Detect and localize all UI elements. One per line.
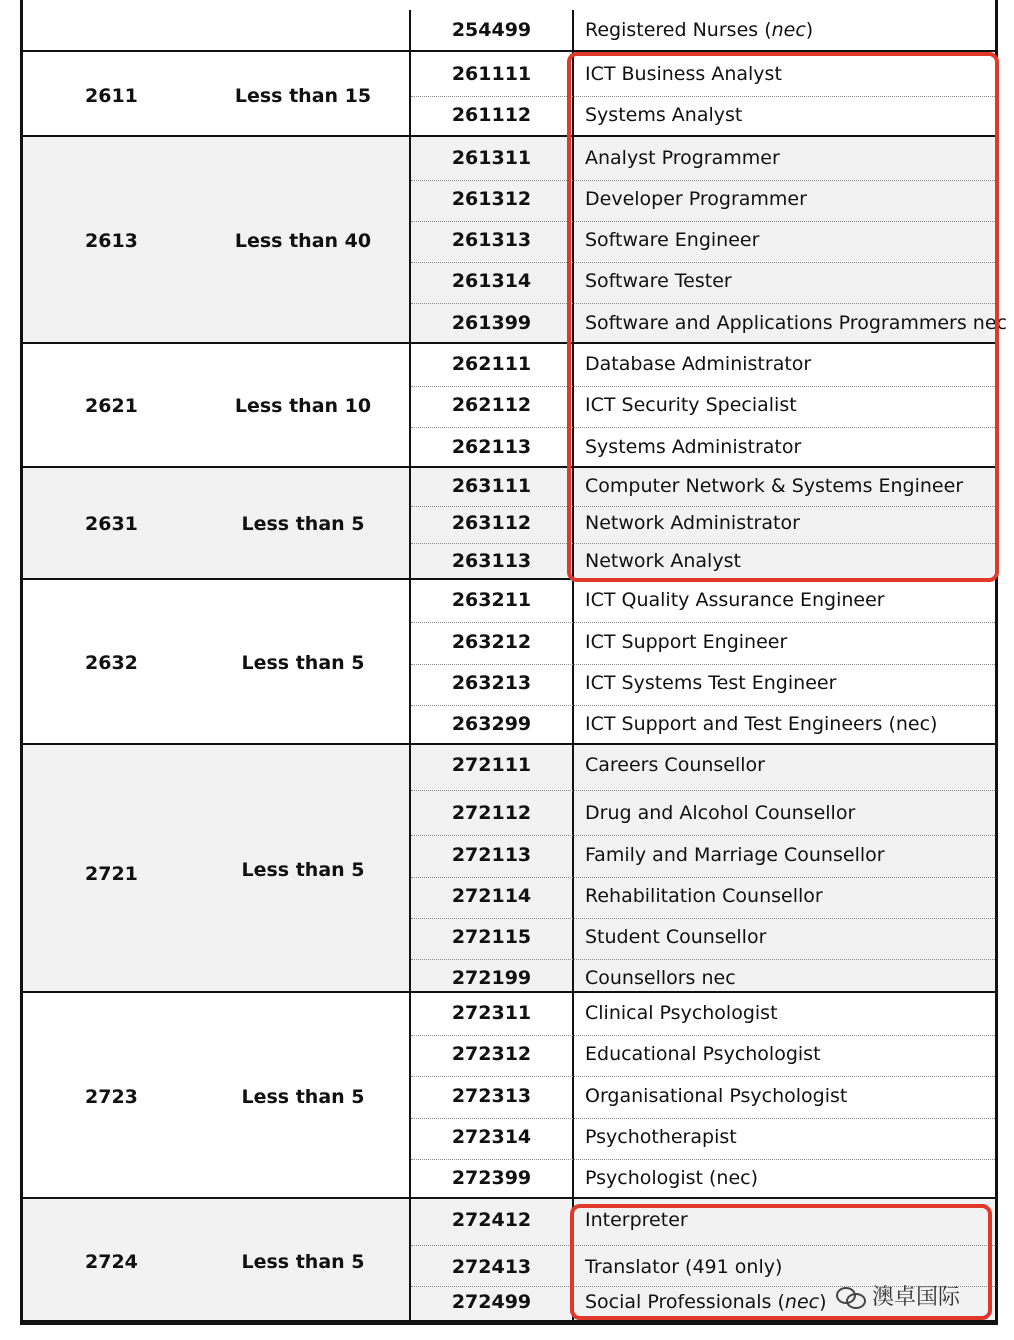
- occupation-text: Translator (491 only): [585, 1256, 783, 1278]
- occupation-text: Software and Applications Programmers nec: [585, 312, 1007, 334]
- occupation-name: [585, 926, 766, 948]
- row-separator: [411, 1076, 995, 1077]
- anzsco-code: 261112: [451, 104, 532, 126]
- occupation-name: [585, 19, 813, 41]
- group-continued: [23, 10, 995, 52]
- occupation-text: Interpreter: [585, 1209, 688, 1231]
- occupation-name: [585, 754, 765, 776]
- anzsco-code: 272412: [451, 1209, 532, 1231]
- occupation-name: [585, 885, 823, 907]
- occupation-text: ICT Security Specialist: [585, 394, 797, 416]
- table-row: [411, 10, 995, 52]
- anzsco-code: 272314: [451, 1126, 532, 1148]
- occupation-text-tail: ): [819, 1291, 827, 1313]
- unit-group-code: 2724: [85, 1251, 138, 1273]
- table-row: [411, 1076, 995, 1118]
- occupation-name: [585, 802, 855, 824]
- occupation-name: [585, 672, 836, 694]
- anzsco-code: 263112: [451, 512, 532, 534]
- watermark: [836, 1280, 960, 1311]
- occupation-text: Computer Network & Systems Engineer: [585, 475, 964, 497]
- occupation-name: [585, 631, 787, 653]
- occupation-text: Organisational Psychologist: [585, 1085, 848, 1107]
- invitation-count: Less than 10: [234, 395, 372, 417]
- table-row: [411, 622, 995, 664]
- occupation-text: ICT Systems Test Engineer: [585, 672, 837, 694]
- occupation-name: [585, 1126, 737, 1148]
- group-2632: [23, 580, 995, 745]
- occupation-text: Network Analyst: [585, 550, 741, 572]
- anzsco-code: 272111: [451, 754, 532, 776]
- occupation-name: [585, 589, 885, 611]
- occupation-name: [585, 1085, 847, 1107]
- occupation-text: Careers Counsellor: [585, 754, 765, 776]
- table-row: [411, 664, 995, 705]
- occupation-text: Registered Nurses (: [585, 19, 772, 41]
- occupation-text: Systems Analyst: [585, 104, 743, 126]
- watermark-text: 澳卓国际: [872, 1285, 961, 1310]
- unit-group-code: 2631: [85, 513, 138, 535]
- row-separator: [411, 705, 995, 706]
- anzsco-code: 272312: [451, 1043, 532, 1065]
- occupation-name: [585, 967, 736, 989]
- table-row: [411, 959, 995, 993]
- group-2723: [23, 993, 995, 1199]
- occupation-text: Software Engineer: [585, 229, 760, 251]
- table-row: [411, 745, 995, 790]
- anzsco-code: 262111: [451, 353, 532, 375]
- occupation-text: Systems Administrator: [585, 436, 802, 458]
- anzsco-code: 272413: [451, 1256, 532, 1278]
- table-row: [411, 918, 995, 959]
- anzsco-code: 272499: [451, 1291, 532, 1313]
- occupation-text: Social Professionals (: [585, 1291, 785, 1313]
- anzsco-code: 272114: [451, 885, 532, 907]
- anzsco-code: 272199: [451, 967, 532, 989]
- anzsco-code: 272115: [451, 926, 532, 948]
- table-row: [411, 1035, 995, 1076]
- anzsco-code: 263113: [451, 550, 532, 572]
- invitation-count: Less than 40: [234, 230, 372, 252]
- row-separator: [411, 877, 995, 878]
- occupation-text: ICT Support Engineer: [585, 631, 788, 653]
- anzsco-code: 261312: [451, 188, 532, 210]
- anzsco-code: 263111: [451, 475, 532, 497]
- invitation-count: Less than 15: [234, 85, 372, 107]
- occupation-text: Analyst Programmer: [585, 147, 780, 169]
- occupation-name: [585, 1002, 778, 1024]
- unit-group-code: 2621: [85, 395, 138, 417]
- unit-group-code: 2613: [85, 230, 138, 252]
- table-row: [411, 877, 995, 918]
- table-row: [411, 580, 995, 622]
- anzsco-code: 263212: [451, 631, 532, 653]
- occupation-name: [585, 713, 937, 735]
- table-row: [411, 790, 995, 835]
- row-separator: [411, 622, 995, 623]
- anzsco-code: 261311: [451, 147, 532, 169]
- anzsco-code: 262112: [451, 394, 532, 416]
- row-separator: [411, 835, 995, 836]
- occupation-text: Family and Marriage Counsellor: [585, 844, 885, 866]
- invitation-count: Less than 5: [241, 1251, 365, 1273]
- occupation-text: Clinical Psychologist: [585, 1002, 778, 1024]
- unit-group-code: 2723: [85, 1086, 138, 1108]
- occupation-qualifier: nec: [771, 19, 806, 41]
- highlight-box-ict: [567, 52, 999, 582]
- occupation-name: [585, 1043, 821, 1065]
- occupation-text: Psychotherapist: [585, 1126, 737, 1148]
- anzsco-code: 272311: [451, 1002, 532, 1024]
- row-separator: [411, 790, 995, 791]
- occupation-text-tail: ): [805, 19, 814, 41]
- anzsco-code: 262113: [451, 436, 532, 458]
- occupation-text: Rehabilitation Counsellor: [585, 885, 823, 907]
- table-row: [411, 1159, 995, 1199]
- occupation-text: Developer Programmer: [585, 188, 807, 210]
- occupation-name: [585, 844, 885, 866]
- unit-group-code: 2611: [85, 85, 138, 107]
- invitation-count: Less than 5: [241, 513, 365, 535]
- occupation-text: Database Administrator: [585, 353, 812, 375]
- occupation-text: ICT Support and Test Engineers (nec): [585, 713, 938, 735]
- anzsco-code: 263211: [451, 589, 532, 611]
- row-separator: [411, 1035, 995, 1036]
- invitation-count: Less than 5: [241, 1086, 365, 1108]
- anzsco-code: 263299: [451, 713, 532, 735]
- wechat-icon: [836, 1285, 866, 1307]
- row-separator: [411, 918, 995, 919]
- row-separator: [411, 664, 995, 665]
- unit-group-code: 2632: [85, 652, 138, 674]
- anzsco-code: 272113: [451, 844, 532, 866]
- table-row: [411, 835, 995, 877]
- invitation-count: Less than 5: [241, 859, 365, 881]
- occupation-text: ICT Quality Assurance Engineer: [585, 589, 885, 611]
- row-separator: [411, 1159, 995, 1160]
- anzsco-code: 272112: [451, 802, 532, 824]
- anzsco-code: 263213: [451, 672, 532, 694]
- invitation-count: Less than 5: [241, 652, 365, 674]
- occupation-text: ICT Business Analyst: [585, 63, 782, 85]
- occupation-text: Counsellors nec: [585, 967, 736, 989]
- row-separator: [411, 1118, 995, 1119]
- unit-group-code: 2721: [85, 863, 138, 885]
- anzsco-code: 261399: [451, 312, 532, 334]
- row-separator: [411, 959, 995, 960]
- anzsco-code: 272399: [451, 1167, 532, 1189]
- table-row: [411, 705, 995, 745]
- anzsco-code: 261111: [451, 63, 532, 85]
- occupation-text: Software Tester: [585, 270, 732, 292]
- occupation-qualifier: nec: [784, 1291, 820, 1313]
- anzsco-code: 261313: [451, 229, 532, 251]
- occupation-name: [585, 1167, 758, 1189]
- table-row: [411, 1118, 995, 1159]
- anzsco-code: 254499: [451, 19, 532, 41]
- occupation-text: Network Administrator: [585, 512, 800, 534]
- occupation-text: Educational Psychologist: [585, 1043, 821, 1065]
- anzsco-code: 272313: [451, 1085, 532, 1107]
- anzsco-code: 261314: [451, 270, 532, 292]
- occupation-text: Drug and Alcohol Counsellor: [585, 802, 856, 824]
- occupation-text: Psychologist (nec): [585, 1167, 759, 1189]
- table-row: [411, 993, 995, 1035]
- group-2721: [23, 745, 995, 993]
- occupation-text: Student Counsellor: [585, 926, 767, 948]
